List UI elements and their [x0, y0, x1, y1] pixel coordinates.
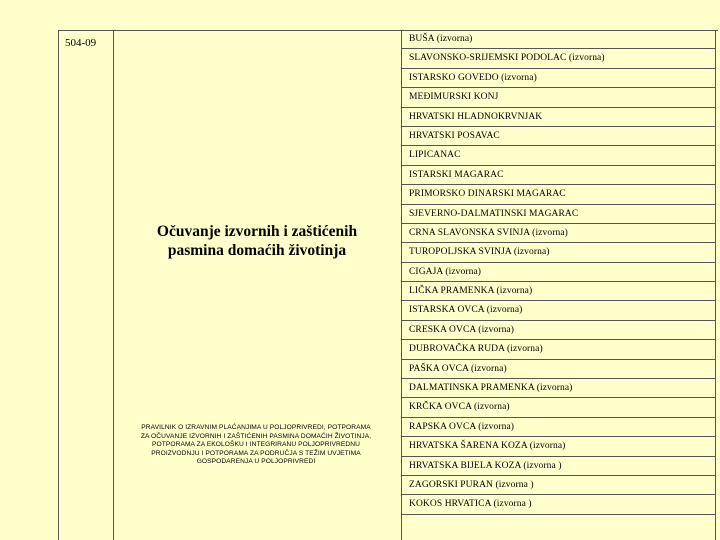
- column-divider: [113, 30, 114, 540]
- regulation-line: POTPORAMA ZA EKOLOŠKU I INTEGRIRANU POLJOPRIVREDNU: [152, 441, 360, 449]
- regulation-line: PRAVILNIK O IZRAVNIM PLAĆANJIMA U POLJOPRIVREDI, POTPORAMA: [141, 424, 371, 431]
- breed-row: DALMATINSKA PRAMENKA (izvorna): [402, 379, 715, 398]
- breed-row: BUŠA (izvorna): [402, 30, 715, 49]
- regulation-line: ZA OČUVANJE IZVORNIH I ZAŠTIĆENIH PASMINA DOMAĆIH ŽIVOTINJA,: [140, 432, 372, 440]
- breed-row: TUROPOLJSKA SVINJA (izvorna): [402, 243, 715, 262]
- breed-row: RAPSKA OVCA (izvorna): [402, 418, 715, 437]
- breed-row: CIGAJA (izvorna): [402, 263, 715, 282]
- breed-row: KRČKA OVCA (izvorna): [402, 398, 715, 417]
- breed-row: HRVATSKA BIJELA KOZA (izvorna ): [402, 457, 715, 476]
- measure-title-line: pasmina domaćih životinja: [167, 242, 347, 259]
- breed-row: HRVATSKA ŠARENA KOZA (izvorna): [402, 437, 715, 456]
- breed-row: CRNA SLAVONSKA SVINJA (izvorna): [402, 224, 715, 243]
- breed-list: [402, 30, 715, 534]
- breed-row: PAŠKA OVCA (izvorna): [402, 360, 715, 379]
- breed-row: PRIMORSKO DINARSKI MAGARAC: [402, 185, 715, 204]
- regulation-line: PROIZVODNJU I POTPORAMA ZA PODRUČJA S TEŽIM UVJETIMA: [151, 449, 361, 457]
- column-divider: [715, 30, 716, 540]
- breed-row: HRVATSKI POSAVAC: [402, 127, 715, 146]
- breed-row: KOKOS HRVATICA (izvorna ): [402, 495, 715, 514]
- regulation-reference: [116, 424, 396, 467]
- breed-row: [402, 515, 715, 534]
- breed-row: LIČKA PRAMENKA (izvorna): [402, 282, 715, 301]
- breed-row: DUBROVAČKA RUDA (izvorna): [402, 340, 715, 359]
- breed-row: MEĐIMURSKI KONJ: [402, 88, 715, 107]
- breed-row: ZAGORSKI PURAN (izvorna ): [402, 476, 715, 495]
- breed-row: ISTARSKI MAGARAC: [402, 166, 715, 185]
- measure-title-line: Očuvanje izvornih i zaštićenih: [156, 223, 358, 240]
- breed-row: ISTARSKO GOVEDO (izvorna): [402, 69, 715, 88]
- regulation-line: GOSPODARENJA U POLJOPRIVREDI: [196, 458, 316, 466]
- breed-row: SLAVONSKO-SRIJEMSKI PODOLAC (izvorna): [402, 49, 715, 68]
- breed-row: HRVATSKI HLADNOKRVNJAK: [402, 108, 715, 127]
- measure-code: 504-09: [65, 37, 97, 49]
- breed-row: ISTARSKA OVCA (izvorna): [402, 301, 715, 320]
- breed-row: SJEVERNO-DALMATINSKI MAGARAC: [402, 205, 715, 224]
- breed-row: CRESKA OVCA (izvorna): [402, 321, 715, 340]
- breed-row: LIPICANAC: [402, 146, 715, 165]
- measure-title: [113, 222, 401, 260]
